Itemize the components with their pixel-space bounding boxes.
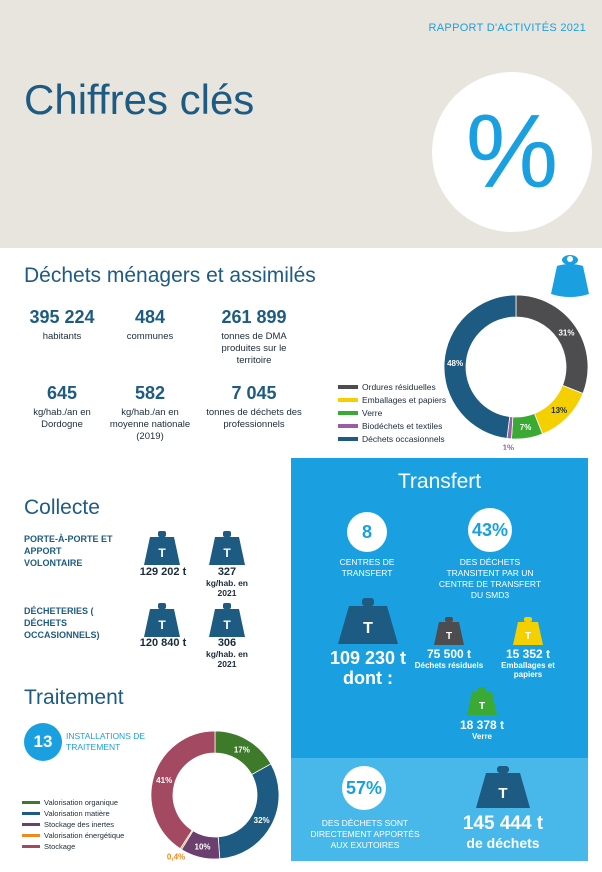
svg-text:T: T <box>445 631 453 642</box>
donut-value-label: 32% <box>253 816 270 826</box>
donut-chart-menagers <box>440 290 590 450</box>
weight-icon <box>474 766 532 808</box>
donut-value-label: 17% <box>233 745 250 755</box>
percent-icon: % <box>465 94 559 210</box>
installations-label: INSTALLATIONS DE TRAITEMENT <box>66 731 146 752</box>
legend-item: Valorisation énergétique <box>22 830 124 841</box>
chart-legend <box>338 380 446 445</box>
weight-icon <box>511 617 545 645</box>
weight-icon <box>142 603 182 637</box>
weight-icon <box>207 603 247 637</box>
svg-text:T: T <box>158 546 166 560</box>
svg-text:T: T <box>478 701 486 712</box>
page-title: Chiffres clés <box>24 76 255 123</box>
legend-item: Stockage <box>22 841 124 852</box>
donut-value-label: 7% <box>519 423 532 433</box>
legend-item: Déchets occasionnels <box>338 432 446 445</box>
stat-label: tonnes de déchets des professionnels <box>206 407 302 430</box>
transfert-item-label: Emballages et papiers <box>501 661 555 679</box>
donut-value-label: 13% <box>551 406 568 416</box>
report-title: RAPPORT D'ACTIVITÉS 2021 <box>428 22 586 34</box>
chart-legend-traitement <box>22 797 124 852</box>
collecte-row-label: PORTE-À-PORTE ET APPORT VOLONTAIRE <box>24 534 113 568</box>
section-title-traitement: Traitement <box>24 686 124 709</box>
transit-label: DES DÉCHETS TRANSITENT PAR UN CENTRE DE TRANSFERT DU SMD3 <box>438 557 542 600</box>
collecte-tonnage: 120 840 t <box>139 637 187 649</box>
transfert-item-value: 15 352 t <box>505 647 551 661</box>
weight-icon <box>432 617 466 645</box>
legend-item: Valorisation matière <box>22 808 124 819</box>
direct-label: DES DÉCHETS SONT DIRECTEMENT APPORTÉS AUX EXUTOIRES <box>310 818 420 850</box>
transit-percent: 43% <box>468 508 512 552</box>
weight-icon <box>142 531 182 565</box>
svg-text:T: T <box>158 618 166 632</box>
centres-label: CENTRES DE TRANSFERT <box>339 557 395 578</box>
legend-item: Verre <box>338 406 446 419</box>
direct-unit: de déchets <box>466 835 540 851</box>
installations-count: 13 <box>24 723 62 761</box>
svg-text:T: T <box>223 546 231 560</box>
legend-item: Emballages et papiers <box>338 393 446 406</box>
transfert-item-value: 18 378 t <box>459 718 505 732</box>
stat-value: 645 <box>46 383 78 403</box>
collecte-ratio-unit: kg/hab. en 2021 <box>205 649 249 669</box>
stat-value: 582 <box>134 383 166 403</box>
svg-text:T: T <box>363 620 373 637</box>
collecte-ratio-unit: kg/hab. en 2021 <box>205 578 249 598</box>
legend-item: Stockage des inertes <box>22 819 124 830</box>
donut-value-label: 1% <box>502 443 515 450</box>
stat-value: 484 <box>134 307 166 327</box>
transfert-item-value: 75 500 t <box>426 647 472 661</box>
donut-value-label: 48% <box>447 359 464 369</box>
donut-value-label: 41% <box>156 775 173 785</box>
svg-text:T: T <box>498 785 508 802</box>
section-title-menagers: Déchets ménagers et assimilés <box>24 264 316 287</box>
donut-value-label: 0,4% <box>166 852 186 862</box>
legend-item: Biodéchets et textiles <box>338 419 446 432</box>
direct-value: 145 444 t <box>462 813 544 834</box>
donut-value-label: 31% <box>558 328 575 338</box>
weight-icon <box>336 598 400 644</box>
donut-slice <box>151 731 215 849</box>
direct-percent: 57% <box>342 766 386 810</box>
stat-label: kg/hab./an en Dordogne <box>33 407 91 430</box>
collecte-ratio: 306 <box>217 637 237 649</box>
section-title-transfert: Transfert <box>397 470 482 493</box>
stat-label: habitants <box>42 331 82 342</box>
stat-value: 261 899 <box>221 307 287 327</box>
svg-text:T: T <box>524 631 532 642</box>
weight-icon <box>207 531 247 565</box>
transfert-total-sub: dont : <box>343 668 393 688</box>
donut-slice <box>218 764 279 859</box>
transfert-item-label: Déchets résiduels <box>414 661 484 670</box>
svg-text:T: T <box>223 618 231 632</box>
donut-chart-traitement <box>140 724 290 866</box>
transfert-total: 109 230 t <box>329 648 407 668</box>
section-title-collecte: Collecte <box>24 496 100 519</box>
centres-count: 8 <box>347 512 387 552</box>
stat-label: communes <box>126 331 174 342</box>
weight-icon <box>465 687 499 715</box>
stat-value: 395 224 <box>29 307 95 327</box>
stat-label: tonnes de DMA produites sur le territoire <box>221 331 287 366</box>
collecte-tonnage: 129 202 t <box>139 566 187 578</box>
donut-value-label: 10% <box>194 842 211 852</box>
legend-item: Ordures résiduelles <box>338 380 446 393</box>
donut-slice <box>516 295 588 394</box>
transfert-item-label: Verre <box>471 732 493 741</box>
legend-item: Valorisation organique <box>22 797 124 808</box>
stat-value: 7 045 <box>231 383 277 403</box>
collecte-ratio: 327 <box>217 566 237 578</box>
stat-label: kg/hab./an en moyenne nationale (2019) <box>109 407 191 442</box>
collecte-row-label: DÉCHETERIES ( DÉCHETS OCCASIONNELS) <box>24 606 100 640</box>
